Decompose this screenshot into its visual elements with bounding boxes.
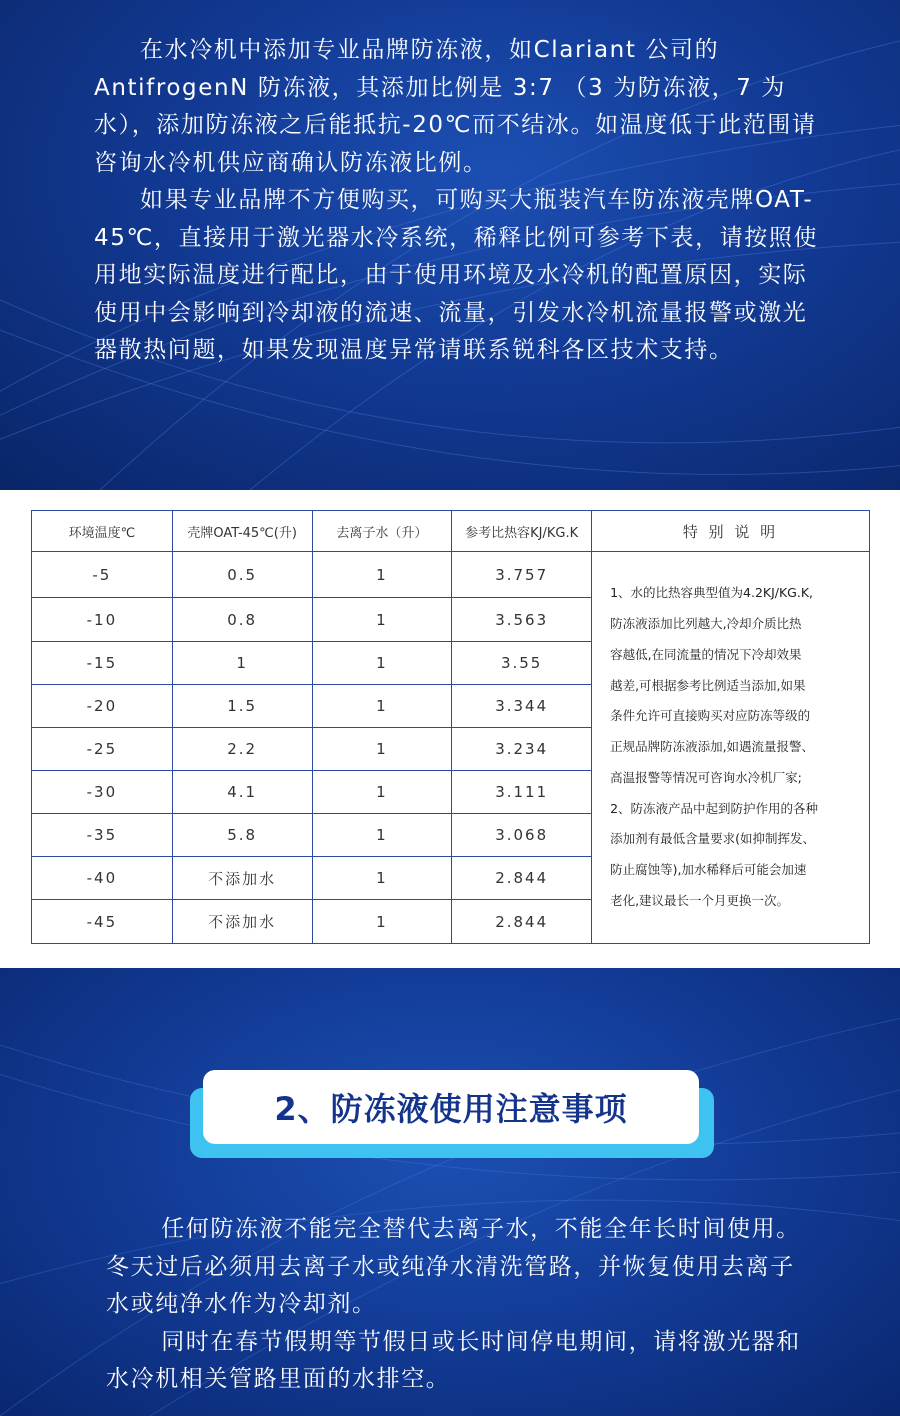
cell-water: 1: [312, 900, 452, 944]
cell-water: 1: [312, 857, 452, 900]
cell-temp: -10: [32, 598, 173, 642]
cell-water: 1: [312, 814, 452, 857]
note-line: 容越低,在同流量的情况下冷却效果: [610, 646, 802, 662]
table-header-row: [32, 511, 870, 552]
cell-temp: -5: [32, 552, 173, 598]
cell-oat: 0.5: [172, 552, 312, 598]
cell-temp: -20: [32, 685, 173, 728]
cell-temp: -40: [32, 857, 173, 900]
note-line: 防止腐蚀等),加水稀释后可能会加速: [610, 862, 807, 878]
cell-heat: 3.234: [452, 728, 592, 771]
cell-water: 1: [312, 642, 452, 685]
cell-water: 1: [312, 685, 452, 728]
cell-oat: 不添加水: [172, 857, 312, 900]
table-section: [0, 490, 900, 968]
header-deionized-water: 去离子水（升）: [312, 511, 452, 552]
cell-heat: 3.068: [452, 814, 592, 857]
special-notes-cell: [592, 552, 870, 944]
cell-temp: -45: [32, 900, 173, 944]
cell-heat: 2.844: [452, 900, 592, 944]
note-line: 老化,建议最长一个月更换一次。: [610, 893, 790, 909]
cell-oat: 1: [172, 642, 312, 685]
note-line: 高温报警等情况可咨询水冷机厂家;: [610, 769, 802, 785]
antifreeze-ratio-table: [31, 510, 870, 944]
cell-temp: -25: [32, 728, 173, 771]
cell-heat: 3.563: [452, 598, 592, 642]
cell-water: 1: [312, 728, 452, 771]
cell-oat: 5.8: [172, 814, 312, 857]
cell-heat: 2.844: [452, 857, 592, 900]
note-line: 2、防冻液产品中起到防护作用的各种: [610, 800, 819, 816]
cell-water: 1: [312, 552, 452, 598]
cell-oat: 1.5: [172, 685, 312, 728]
cell-water: 1: [312, 771, 452, 814]
usage-paragraph-2: 同时在春节假期等节假日或长时间停电期间，请将激光器和水冷机相关管路里面的水排空。: [106, 1328, 801, 1392]
cell-temp: -35: [32, 814, 173, 857]
cell-oat: 不添加水: [172, 900, 312, 944]
note-line: 越差,可根据参考比例适当添加,如果: [610, 677, 806, 693]
note-line: 正规品牌防冻液添加,如遇流量报警、: [610, 739, 815, 755]
cell-heat: 3.55: [452, 642, 592, 685]
usage-notes-text: [106, 1211, 806, 1399]
section-title: 2、防冻液使用注意事项: [274, 1090, 628, 1128]
usage-paragraph-1: 任何防冻液不能完全替代去离子水，不能全年长时间使用。冬天过后必须用去离子水或纯净水清洗管路，并恢复使用去离子水或纯净水作为冷却剂。: [106, 1216, 801, 1317]
cell-heat: 3.344: [452, 685, 592, 728]
section-heading: [0, 1068, 900, 1160]
cell-temp: -30: [32, 771, 173, 814]
table-row: [32, 552, 870, 598]
header-shell-oat: 壳牌OAT-45℃(升): [172, 511, 312, 552]
cell-oat: 2.2: [172, 728, 312, 771]
cell-heat: 3.757: [452, 552, 592, 598]
cell-water: 1: [312, 598, 452, 642]
intro-paragraph-1: 在水冷机中添加专业品牌防冻液，如Clariant 公司的AntifrogenN 防冻液，其添加比例是 3:7 （3 为防冻液，7 为水），添加防冻液之后能抵抗-20℃而不结冰。如温度低于此范围请咨询水冷机供应商确认防冻液比例。: [94, 37, 817, 176]
header-specific-heat: 参考比热容KJ/KG.K: [452, 511, 592, 552]
header-special-notes: 特 别 说 明: [592, 511, 870, 552]
note-line: 1、水的比热容典型值为4.2KJ/KG.K,: [610, 585, 814, 601]
heading-box: [203, 1070, 699, 1144]
cell-oat: 4.1: [172, 771, 312, 814]
intro-text: [94, 32, 824, 370]
note-line: 添加剂有最低含量要求(如抑制挥发、: [610, 831, 815, 847]
intro-paragraph-2: 如果专业品牌不方便购买，可购买大瓶装汽车防冻液壳牌OAT-45℃，直接用于激光器水冷系统，稀释比例可参考下表，请按照使用地实际温度进行配比，由于使用环境及水冷机的配置原因，实际使用中会影响到冷却液的流速、流量，引发水冷机流量报警或激光器散热问题，如果发现温度异常请联系锐科各区技术支持。: [94, 187, 819, 363]
cell-oat: 0.8: [172, 598, 312, 642]
header-ambient-temp: 环境温度℃: [32, 511, 173, 552]
note-line: 条件允许可直接购买对应防冻等级的: [610, 708, 811, 724]
cell-temp: -15: [32, 642, 173, 685]
note-line: 防冻液添加比列越大,冷却介质比热: [610, 615, 802, 631]
cell-heat: 3.111: [452, 771, 592, 814]
